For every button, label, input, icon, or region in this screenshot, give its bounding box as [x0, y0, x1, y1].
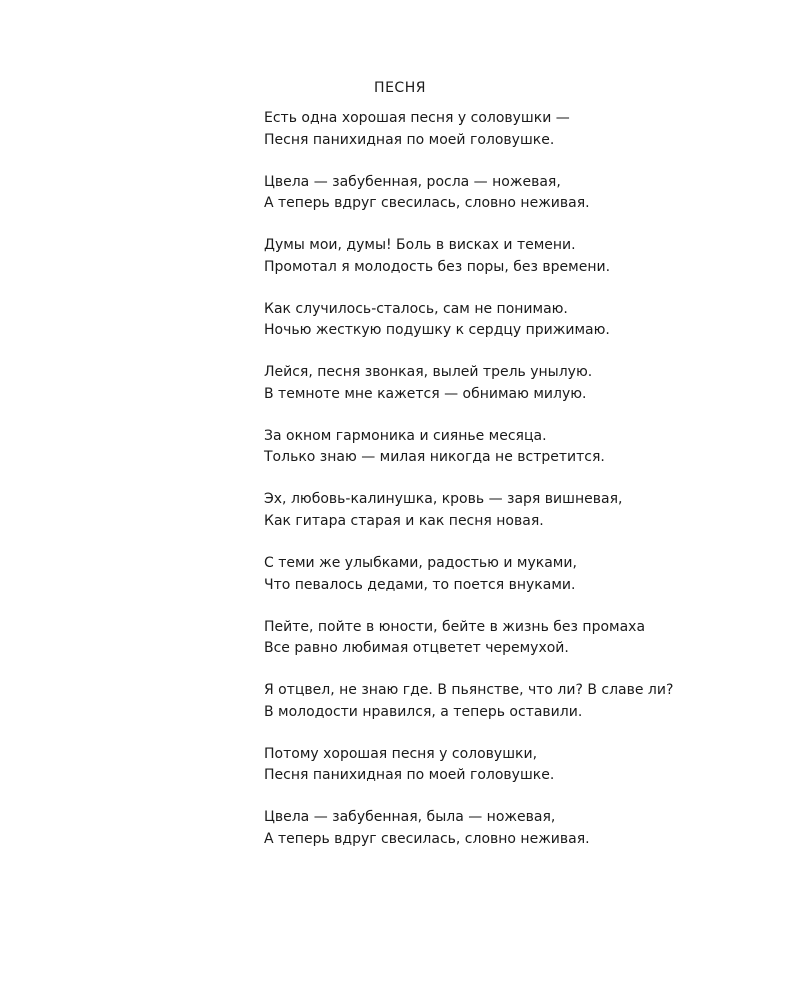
stanza	[264, 553, 784, 596]
poem-line: Думы мои, думы! Боль в висках и темени.	[264, 237, 576, 254]
poem-line: Потому хорошая песня у соловушки,	[264, 745, 538, 762]
poem-line: Пейте, пойте в юности, бейте в жизнь без промаха	[264, 618, 646, 635]
poem-line: А теперь вдруг свесилась, словно неживая.	[264, 830, 590, 847]
stanza	[264, 489, 784, 532]
poem-body	[264, 108, 784, 871]
poem-line: В темноте мне кажется — обнимаю милую.	[264, 385, 587, 402]
poem-line: Эх, любовь-калинушка, кровь — заря вишневая,	[264, 491, 623, 508]
poem-line: Как случилось-сталось, сам не понимаю.	[264, 300, 568, 317]
poem-line: Ночью жесткую подушку к сердцу прижимаю.	[264, 322, 610, 339]
poem-line: А теперь вдруг свесилась, словно неживая.	[264, 195, 590, 212]
poem-title: ПЕСНЯ	[374, 80, 426, 96]
poem-line: Что певалось дедами, то поется внуками.	[264, 576, 576, 593]
stanza	[264, 108, 784, 151]
stanza	[264, 807, 784, 850]
poem-line: Все равно любимая отцветет черемухой.	[264, 640, 569, 657]
poem-line: Лейся, песня звонкая, вылей трель унылую.	[264, 364, 593, 381]
poem-line: В молодости нравился, а теперь оставили.	[264, 703, 583, 720]
poem-line: С теми же улыбками, радостью и муками,	[264, 555, 577, 572]
stanza	[264, 617, 784, 660]
poem-line: За окном гармоника и сиянье месяца.	[264, 427, 547, 444]
stanza	[264, 299, 784, 342]
stanza	[264, 172, 784, 215]
stanza	[264, 362, 784, 405]
stanza	[264, 744, 784, 787]
stanza	[264, 680, 784, 723]
poem-line: Я отцвел, не знаю где. В пьянстве, что ли? В славе ли?	[264, 682, 674, 699]
poem-line: Песня панихидная по моей головушке.	[264, 767, 555, 784]
poem-line: Цвела — забубенная, росла — ножевая,	[264, 173, 561, 190]
poem-line: Песня панихидная по моей головушке.	[264, 131, 555, 148]
poem-line: Есть одна хорошая песня у соловушки —	[264, 110, 570, 126]
poem-line: Как гитара старая и как песня новая.	[264, 513, 544, 530]
poem-line: Промотал я молодость без поры, без времени.	[264, 258, 611, 275]
poem-line: Цвела — забубенная, была — ножевая,	[264, 809, 556, 826]
stanza	[264, 426, 784, 469]
poem-line: Только знаю — милая никогда не встретится.	[264, 449, 605, 466]
stanza	[264, 235, 784, 278]
